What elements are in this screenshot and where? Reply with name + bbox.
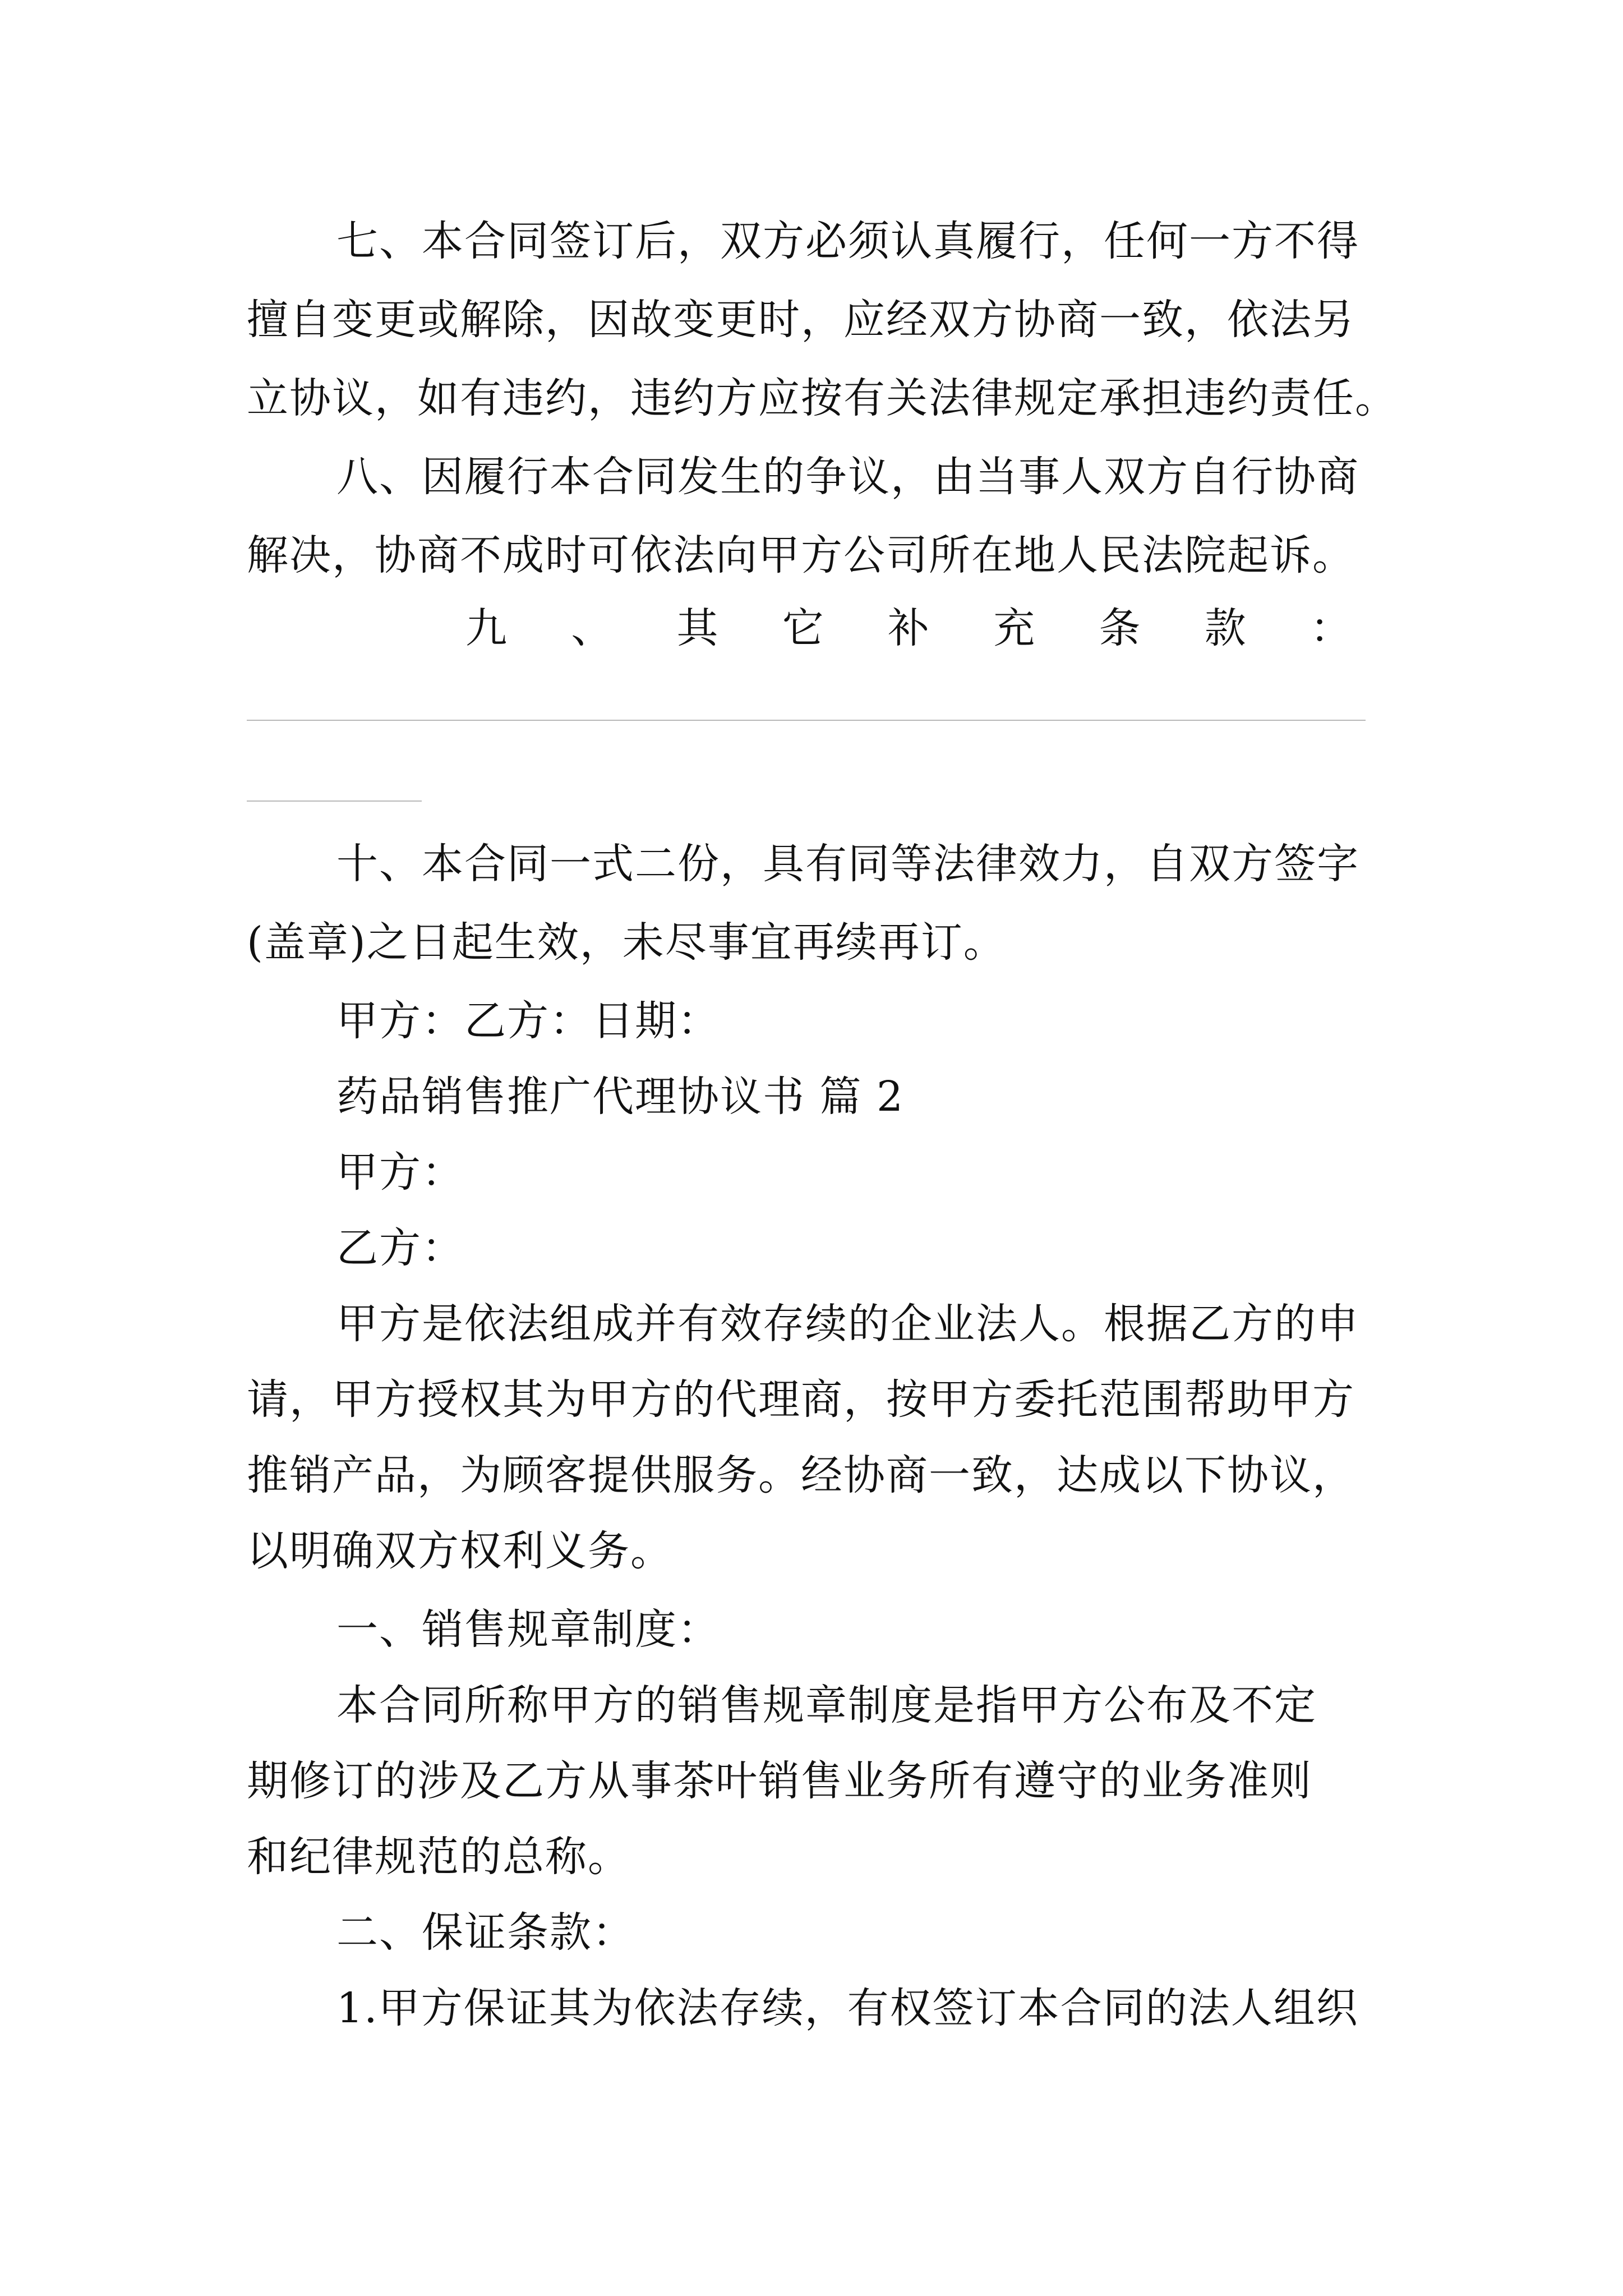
clause-7-line-2: 擅自变更或解除，因故变更时，应经双方协商一致，依法另 — [247, 296, 1355, 344]
clause-9-char: 、 — [571, 604, 613, 652]
heading-guarantee: 二、保证条款： — [336, 1908, 635, 1957]
clause-10-line-1: 十、本合同一式二份，具有同等法律效力，自双方签字 — [336, 840, 1359, 888]
blank-fill-line-2 — [247, 800, 422, 802]
heading-sales-rules: 一、销售规章制度： — [336, 1605, 720, 1654]
clause-9-heading — [465, 600, 1352, 656]
rules-line-3: 和纪律规范的总称。 — [247, 1833, 630, 1881]
clause-9-char: 它 — [782, 604, 824, 652]
clause-9-char: 其 — [676, 604, 718, 652]
clause-9-char: 款 — [1204, 604, 1246, 652]
intro-line-4: 以明确双方权利义务。 — [247, 1527, 673, 1575]
intro-line-3: 推销产品，为顾客提供服务。经协商一致，达成以下协议， — [247, 1451, 1355, 1499]
clause-8-line-1: 八、因履行本合同发生的争议，由当事人双方自行协商 — [336, 453, 1359, 501]
clause-9-char: 充 — [993, 604, 1035, 652]
rules-line-2: 期修订的涉及乙方从事茶叶销售业务所有遵守的业务准则 — [247, 1757, 1312, 1805]
clause-7-line-1: 七、本合同签订后，双方必须认真履行，任何一方不得 — [336, 217, 1359, 265]
clause-9-char: ： — [1310, 604, 1352, 652]
clause-10-line-2: (盖章)之日起生效，未尽事宜再续再订。 — [247, 918, 1006, 967]
party-b-label: 乙方： — [336, 1224, 464, 1272]
signature-line: 甲方：乙方：日期： — [336, 997, 720, 1045]
clause-9-char: 九 — [465, 604, 507, 652]
blank-fill-line-1 — [247, 720, 1366, 721]
intro-line-2: 请，甲方授权其为甲方的代理商，按甲方委托范围帮助甲方 — [247, 1375, 1355, 1424]
clause-9-char: 补 — [888, 604, 929, 652]
clause-7-line-3: 立协议，如有违约，违约方应按有关法律规定承担违约责任。 — [247, 374, 1398, 422]
rules-line-1: 本合同所称甲方的销售规章制度是指甲方公布及不定 — [336, 1681, 1317, 1729]
clause-8-line-2: 解决，协商不成时可依法向甲方公司所在地人民法院起诉。 — [247, 531, 1355, 579]
clause-9-char: 条 — [1099, 604, 1141, 652]
party-a-label: 甲方： — [336, 1148, 464, 1197]
guarantee-clause-1: 1.甲方保证其为依法存续，有权签订本合同的法人组织 — [336, 1984, 1359, 2032]
intro-line-1: 甲方是依法组成并有效存续的企业法人。根据乙方的申 — [336, 1300, 1359, 1348]
section-title: 药品销售推广代理协议书 篇 2 — [336, 1073, 905, 1121]
